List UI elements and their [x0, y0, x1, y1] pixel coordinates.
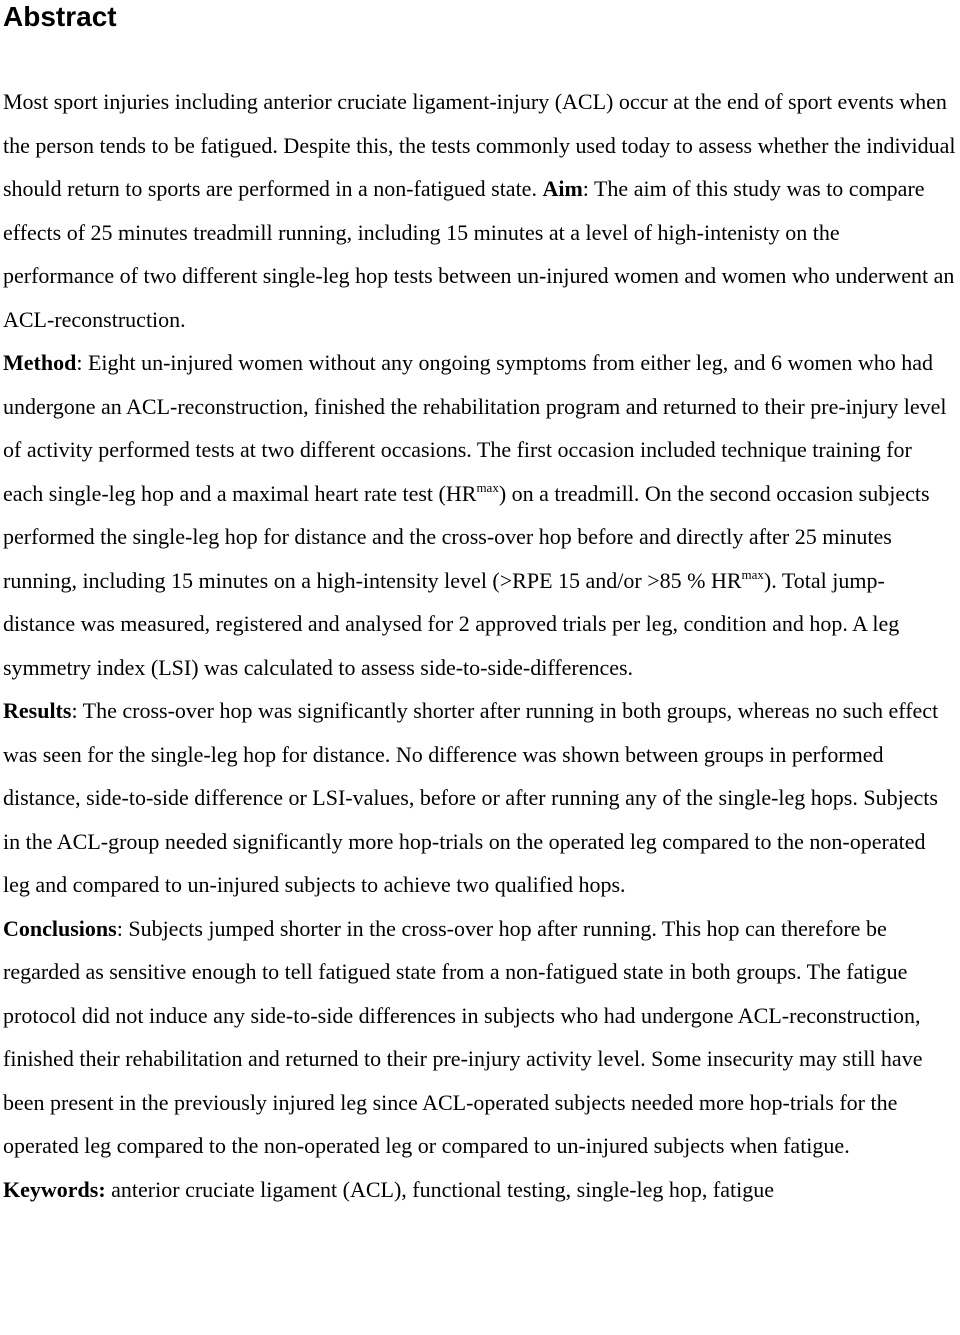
- keywords-paragraph: [3, 1168, 956, 1212]
- conclusions-label: Conclusions: [3, 915, 117, 941]
- keywords-label: Keywords:: [3, 1176, 106, 1202]
- method-label: Method: [3, 350, 77, 375]
- intro-paragraph: [3, 80, 956, 341]
- method-text-2: ) on a treadmill. On the second occasion subjects performed the single-leg hop for distance and the cross-over hop before and directly after 25 minutes running, including 15 minutes on a high-intensity level (>RPE 15 and/or >85 % HR: [3, 480, 930, 593]
- keywords-text: anterior cruciate ligament (ACL), functional testing, single-leg hop, fatigue: [105, 1176, 774, 1202]
- results-paragraph: [3, 689, 956, 907]
- intro-text: Most sport injuries including anterior cruciate ligament-injury (ACL) occur at the end of sport events when the person tends to be fatigued. Despite this, the tests commonly used today to assess whether the individual should return to sports are performed in a non-fatigued state.: [3, 89, 956, 201]
- conclusions-paragraph: [3, 907, 956, 1168]
- method-superscript-2: max: [741, 566, 764, 582]
- abstract-body: [3, 80, 956, 1211]
- method-paragraph: [3, 341, 956, 689]
- abstract-heading: Abstract: [3, 1, 117, 32]
- results-text: : The cross-over hop was significantly shorter after running in both groups, whereas no such effect was seen for the single-leg hop for distance. No difference was shown between groups in performed distance, side-to-side difference or LSI-values, before or after running any of the single-leg hops. Subjects in the ACL-group needed significantly more hop-trials on the operated leg compared to the non-operated leg and compared to un-injured subjects to achieve two qualified hops.: [3, 698, 939, 897]
- aim-label: Aim: [542, 176, 583, 201]
- aim-text: : The aim of this study was to compare effects of 25 minutes treadmill running, including 15 minutes at a level of high-intenisty on the performance of two different single-leg hop tests between un-injured women and women who underwent an ACL-reconstruction.: [3, 176, 955, 332]
- conclusions-text: : Subjects jumped shorter in the cross-over hop after running. This hop can therefore be regarded as sensitive enough to tell fatigued state from a non-fatigued state in both groups. The fatigue protocol did not induce any side-to-side differences in subjects who had undergone ACL-reconstruction, finished their rehabilitation and returned to their pre-injury activity level. Some insecurity may still have been present in the previously injured leg since ACL-operated subjects needed more hop-trials for the operated leg compared to the non-operated leg or compared to un-injured subjects when fatigue.: [3, 915, 923, 1158]
- method-text-1: : Eight un-injured women without any ongoing symptoms from either leg, and 6 women who had undergone an ACL-reconstruction, finished the rehabilitation program and returned to their pre-injury level of activity performed tests at two different occasions. The first occasion included technique training for each single-leg hop and a maximal heart rate test (HR: [3, 350, 947, 506]
- method-superscript-1: max: [476, 479, 499, 495]
- method-text-3: ). Total jump-distance was measured, registered and analysed for 2 approved trials per leg, condition and hop. A leg symmetry index (LSI) was calculated to assess side-to-side-differences.: [3, 567, 900, 680]
- results-label: Results: [3, 698, 72, 723]
